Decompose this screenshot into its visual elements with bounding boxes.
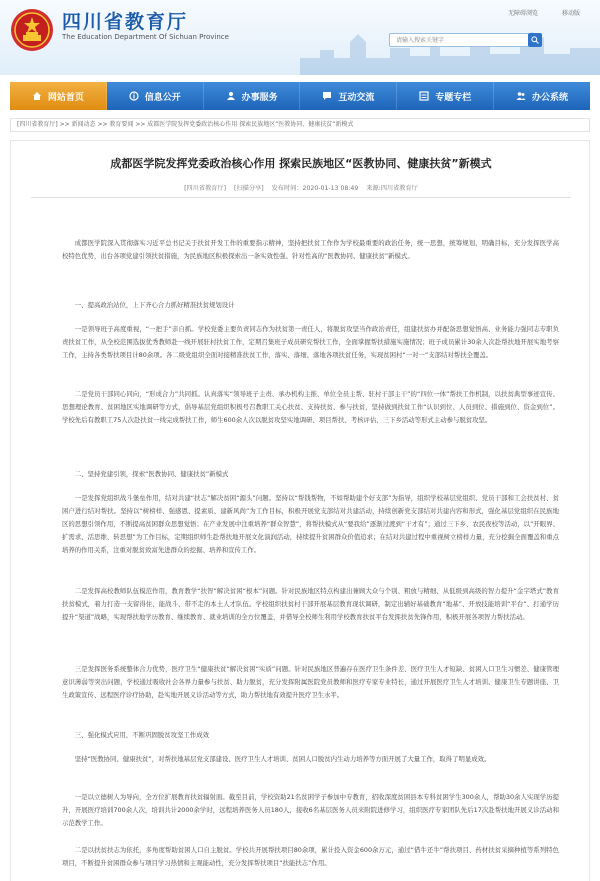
section-heading: 一、提高政治站位，上下齐心合力抓好精准扶贫规划设计: [74, 301, 235, 309]
nav-item-office[interactable]: [494, 82, 590, 110]
article-paragraph: 一是发挥党组织战斗堡垒作用，结对共建“扶志”解决贫困“源头”问题。坚持以“帮钱帮物，不如帮助建个好支部”为指导，组织学校基层党组织、党员干部和工会扶贫村、贫困户进行结对帮扶。坚持以“树榜样、强感恩、提素质、建新风尚”为工作目标，积极开展党支部结对共建活动，持续创新党支部结对共建内容和形式，强化基层党组织在民族地区的思想引领作用，不断提高贫困群众思想觉悟；在产业发展中注重培养“群众智慧”，将帮扶模式从“要我给”逐渐过渡到“干才有”；通过三下乡、农民夜校等活动，以“开眼界、扩需求、活思维、转思想”为工作目标，定期组织师生赴帮扶地开展文化演润活动，持续提升贫困群众价值追求；在结对共建过程中重视树立榜样力量，充分挖掘全面覆盖和重点培养的作用关系，注重对脱贫致富先进群众的挖掘、培养和宣传工作。: [62, 494, 559, 554]
article-paragraph: 二是以扶贫扶志为依托，多角度帮助贫困人口自主脱贫。学校共开展帮扶项目80余项，累计投入资金600余万元，通过“借牛还牛”帮扶项目、药材扶贫采摘种植等系列特色项目，不断提升贫困群众参与项目学习热情和主观能动性，充分发挥帮扶项目“扶能扶志”作用。: [62, 846, 559, 867]
main-nav: [10, 82, 590, 110]
mobile-version-link[interactable]: 移动版: [561, 10, 580, 17]
site-subtitle: The Education Department Of Sichuan Province: [62, 33, 229, 41]
meta-source: [四川省教育厅]: [184, 185, 227, 192]
section-heading: 三、强化模式应用，不断巩固脱贫攻坚工作成效: [74, 731, 209, 739]
meta-publish-time: 发布时间：2020-01-13 08:49: [271, 185, 359, 192]
search-icon: [531, 36, 539, 44]
article-paragraph: 一是以立德树人为导向，全方位扩展教育扶贫辐射面。截至目前，学校资助21名贫困学子参加中专教育，招收深度贫困县本专科贫困学生300余人，帮助30余人实现学历提升，开展医疗培训700余人次，培训共计2000余学时，远程培养医务人员180人，接收6名基层医务人员来附院进修学习，组织医疗专家团队先后17次赴帮扶地开展义诊活动和示范教学工作。: [62, 793, 559, 827]
nav-item-label: 网站首页: [47, 92, 84, 103]
article-paragraph: 成都医学院深入贯彻落实习近平总书记关于扶贫开发工作的重要指示精神，坚持把扶贫工作作为学校最重要的政治任务，统一思想，统筹规划，明确目标，充分发挥医学高校特色优势，出台各项党建引领扶贫措施，为民族地区积极探索出一条实效性强、针对性高的“医教协同、健康扶贫”新模式。: [62, 239, 559, 260]
section-heading: 二、坚持党建引领，探索“医教协同、健康扶贫”新模式: [74, 470, 229, 478]
national-emblem-icon: [10, 8, 54, 52]
nav-item-home[interactable]: [10, 82, 107, 110]
meta-share-button[interactable]: [扫描分享]: [234, 185, 264, 192]
nav-item-service[interactable]: [204, 82, 301, 110]
site-title[interactable]: 四川省教育厅: [62, 11, 189, 33]
search-button[interactable]: [528, 33, 542, 47]
nav-item-label: 办公系统: [532, 92, 569, 103]
accessibility-link[interactable]: 无障碍浏览: [508, 10, 539, 17]
office-icon: [516, 91, 526, 101]
nav-item-interact[interactable]: [300, 82, 397, 110]
top-links: [486, 8, 580, 17]
divider: [31, 197, 571, 198]
search-input[interactable]: 请输入搜索关键字: [389, 33, 529, 47]
home-icon: [32, 91, 42, 101]
article-paragraph: 三是发挥医务系统整体合力优势，医疗卫生“健康扶贫”解决贫困“实质”问题。针对民族地区普遍存在医疗卫生条件差、医疗卫生人才短缺、贫困人口卫生习惯差、健康管理意识薄弱等突出问题，学校通过吸收社会各界力量参与扶贫、助力脱贫，充分发挥附属医院党员教师和医疗专家专业特长，通过开展医疗卫生人才培训、健康卫生专题讲座、卫生政策宣传、远程医疗诊疗协助，赴实地开展义诊活动等方式，助力帮扶地有效提升医疗卫生水平。: [62, 665, 559, 699]
article-title: 成都医学院发挥党委政治核心作用 探索民族地区“医教协同、健康扶贫”新模式: [110, 157, 492, 170]
chat-icon: [322, 91, 332, 101]
service-icon: [226, 91, 236, 101]
nav-item-label: 互动交流: [338, 92, 375, 103]
site-header: [0, 0, 600, 75]
info-icon: [129, 91, 139, 101]
topic-icon: [419, 91, 429, 101]
nav-item-topic[interactable]: [397, 82, 494, 110]
article-paragraph: 二是发挥高校教师队伍模范作用，教育教学“扶智”解决贫困“根本”问题。针对民族地区特点构建出兼顾大众与个别、粗放与精细、从低级到高级的智力提升“金字塔式”教育扶贫模式，着力打造一支留得住、能战斗、带不走的本土人才队伍。学校组织扶贫村干部开展基层教育现状调研，制定出辅好基础教育“地基”、开放技能培训“平台”、打通学历提升“渠道”战略，实现帮扶地学历教育、继续教育、就业培训的全方位覆盖，并借导全校师生利用学校教育扶贫平台发挥扶贫先锋作用，积极开展各项智力帮扶活动。: [62, 587, 559, 621]
nav-item-info[interactable]: [107, 82, 204, 110]
article-container: [10, 140, 590, 881]
meta-origin: 来源:四川省教育厅: [366, 185, 418, 192]
article-paragraph: 一是领导班子高度重视，“一把手”亲自抓。学校党委主要负责同志作为扶贫第一责任人，将脱贫攻坚当作政治责任，组建扶贫办并配备思想觉悟高、业务能力强同志专职负责扶贫工作，从全校范围选拔优秀教师赴一线开展驻村扶贫工作，定期召集班子成员研究帮扶工作，全面掌握帮扶措施实施情况；班子成员累计30余人次赴帮扶地开展实地考察工作，主持各类帮扶项目计80余项。各二级党组织全面对接精准扶贫工作，落实、落细、落地各项扶贫任务，实现贫困村“一对一”支部结对帮扶全覆盖。: [62, 325, 559, 359]
article-paragraph: 二是党员干部同心同向，“形成合力”共同抓。认真落实“领导班子主责、承办机构主推、单位全员主帮、驻村干部主干”的“四位一体”帮扶工作机制，以扶贫典型事迹宣传、思想理论教育、贫困地区实地调研等方式，倡导基层党组织积极号召教职工关心扶贫、支持扶贫、参与扶贫，坚持做到扶贫工作“认识到位、人员到位、措施到位、资金到位”。学校先后有教职工75人次赴扶贫一线完成帮扶工作，师生600余人次以脱贫攻坚实地调研、项目帮扶、考核评估、三下乡活动等形式主动参与脱贫攻坚。: [62, 390, 559, 424]
nav-item-label: 办事服务: [241, 92, 278, 103]
article-meta: [11, 183, 591, 192]
breadcrumb[interactable]: [四川省教育厅] >> 新闻动态 >> 教育要闻 >> 成都医学院发挥党委政治核心作用 探索民族地区“医教协同、健康扶贫”新模式: [10, 118, 590, 132]
article-paragraph: 坚持“医教协同、健康扶贫”，对帮扶地基层党支部建设、医疗卫生人才培训、贫困人口脱贫内生动力培养等方面开展了大量工作，取得了明显成效。: [74, 755, 491, 763]
nav-item-label: 信息公开: [144, 92, 181, 103]
nav-item-label: 专题专栏: [435, 92, 472, 103]
